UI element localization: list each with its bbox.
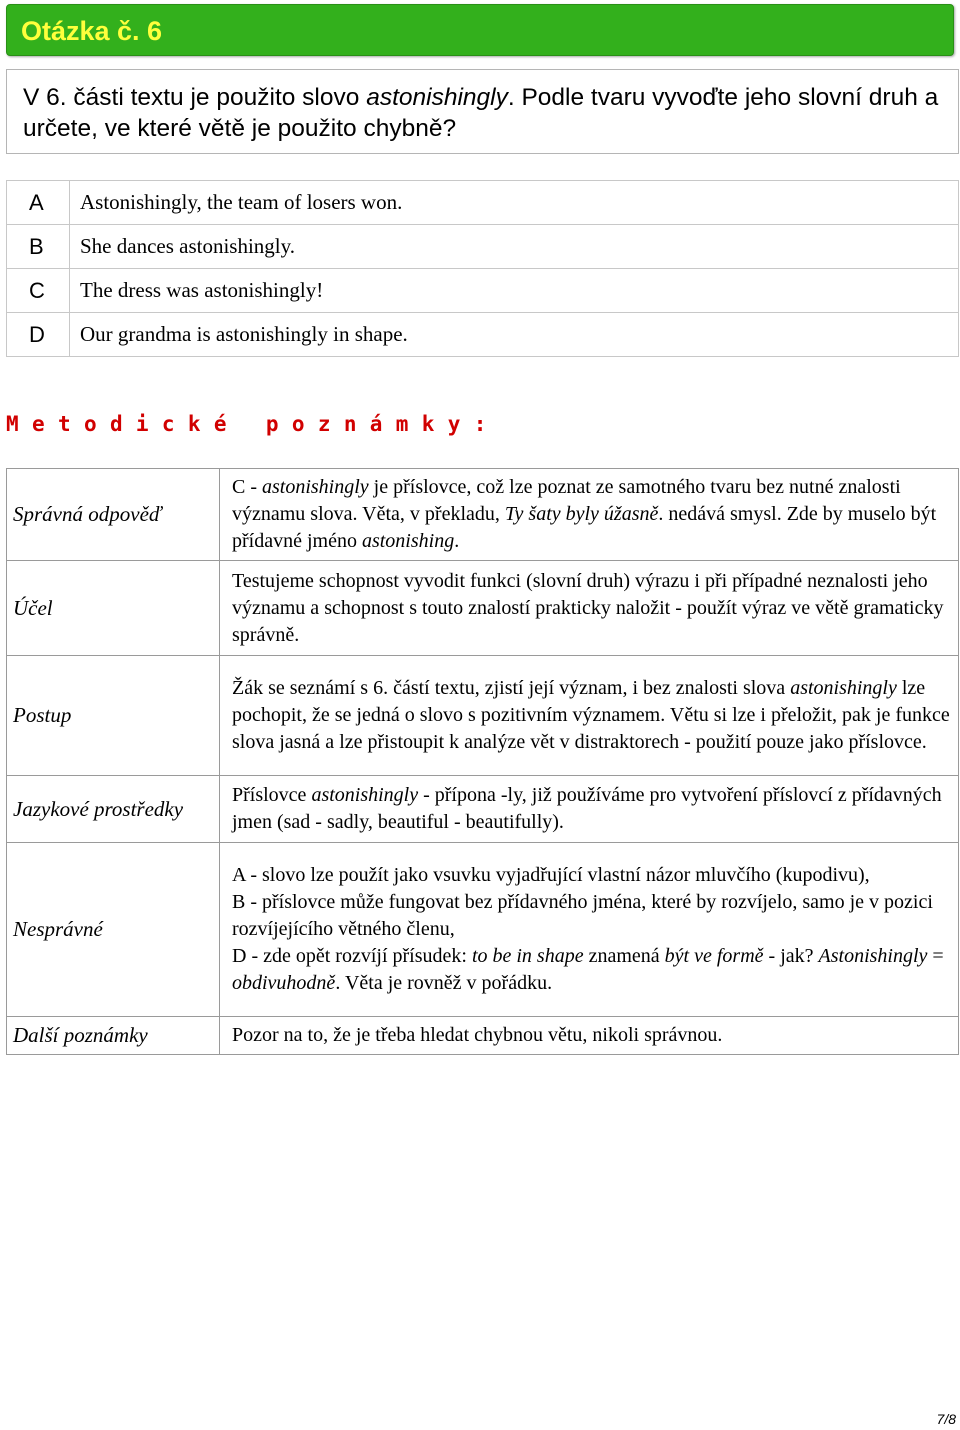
option-letter: D	[7, 313, 70, 357]
notes-label: Další poznámky	[7, 1017, 220, 1055]
question-keyword: astonishingly	[366, 84, 508, 111]
text-part: - přípona -ly, již používáme pro vytvoření příslovcí z přídavných jmen (sad - sadly, beautiful - beautifully).	[232, 784, 942, 833]
notes-value	[220, 843, 959, 1017]
italic-term: být ve formě	[664, 945, 764, 967]
question-header-bar	[6, 4, 954, 56]
option-letter: C	[7, 269, 70, 313]
notes-label: Jazykové prostředky	[7, 776, 220, 843]
option-row-b[interactable]	[7, 225, 959, 269]
text-part: C -	[232, 476, 262, 498]
distractor-note-d	[232, 943, 950, 997]
option-text: Our grandma is astonishingly in shape.	[70, 313, 959, 357]
text-part: . nedává smysl. Zde by muselo být přídavné jméno	[232, 503, 937, 552]
option-letter: A	[7, 181, 70, 225]
text-part: je příslovce, což lze poznat ze samotného tvaru bez nutné znalosti významu slova. Věta, v překladu,	[232, 476, 901, 525]
distractor-note-a: A - slovo lze použít jako vsuvku vyjadřující vlastní názor mluvčího (kupodivu),	[232, 864, 870, 886]
notes-value: Testujeme schopnost vyvodit funkci (slovní druh) výrazu i při případné neznalosti jeho významu a schopnost s touto znalostí prakticky naložit - použít výraz ve větě gramaticky správně.	[220, 561, 959, 656]
italic-term: Astonishingly	[818, 945, 928, 967]
notes-value: Pozor na to, že je třeba hledat chybnou větu, nikoli správnou.	[220, 1017, 959, 1055]
distractor-note-b: B - příslovce může fungovat bez přídavného jména, které by rozvíjelo, samo je v pozici rozvíjejícího větného členu,	[232, 891, 933, 940]
notes-row-procedure	[7, 656, 959, 776]
question-text-part: V 6. části textu je použito slovo	[23, 84, 367, 111]
option-letter: B	[7, 225, 70, 269]
notes-value	[220, 776, 959, 843]
notes-label: Nesprávné	[7, 843, 220, 1017]
notes-value	[220, 656, 959, 776]
notes-label: Správná odpověď	[7, 469, 220, 561]
option-text: She dances astonishingly.	[70, 225, 959, 269]
italic-term: astonishingly	[311, 784, 419, 806]
text-part: =	[927, 945, 944, 967]
question-text	[23, 82, 943, 144]
italic-term: astonishing	[361, 530, 455, 552]
text-part: Žák se seznámí s 6. částí textu, zjistí její význam, i bez znalosti slova	[232, 677, 791, 699]
answer-options-table	[6, 180, 959, 357]
notes-heading: M e t o d i c k é p o z n á m k y :	[6, 412, 487, 436]
text-part: - jak?	[763, 945, 819, 967]
italic-term: obdivuhodně	[232, 972, 336, 994]
notes-label: Postup	[7, 656, 220, 776]
text-part: . Věta je rovněž v pořádku.	[335, 972, 553, 994]
option-text: The dress was astonishingly!	[70, 269, 959, 313]
italic-term: Ty šaty byly úžasně	[504, 503, 659, 525]
notes-value	[220, 469, 959, 561]
text-part: znamená	[583, 945, 665, 967]
text-part: .	[454, 530, 460, 552]
notes-row-language	[7, 776, 959, 843]
notes-row-correct	[7, 469, 959, 561]
notes-label: Účel	[7, 561, 220, 656]
italic-term: to be in shape	[471, 945, 584, 967]
option-row-c[interactable]	[7, 269, 959, 313]
italic-term: astonishingly	[790, 677, 897, 699]
notes-row-other	[7, 1017, 959, 1055]
question-box	[6, 69, 959, 154]
notes-row-incorrect	[7, 843, 959, 1017]
text-part: Příslovce	[232, 784, 312, 806]
option-row-d[interactable]	[7, 313, 959, 357]
methodical-notes-table	[6, 468, 959, 1055]
page-number: 7/8	[936, 1411, 956, 1427]
question-title: Otázka č. 6	[21, 16, 163, 46]
italic-term: astonishingly	[262, 476, 369, 498]
option-row-a[interactable]	[7, 181, 959, 225]
text-part: D - zde opět rozvíjí přísudek:	[232, 945, 472, 967]
option-text: Astonishingly, the team of losers won.	[70, 181, 959, 225]
notes-row-purpose	[7, 561, 959, 656]
question-text-part: . Podle tvaru vyvoďte jeho slovní druh a určete, ve které větě je použito chybně?	[23, 84, 939, 142]
text-part: lze pochopit, že se jedná o slovo s pozitivním významem. Větu si lze i přeložit, pak je funkce slova jasná a lze přistoupit k analýze vět v distraktorech - použití pouze jako příslovce.	[232, 677, 950, 753]
